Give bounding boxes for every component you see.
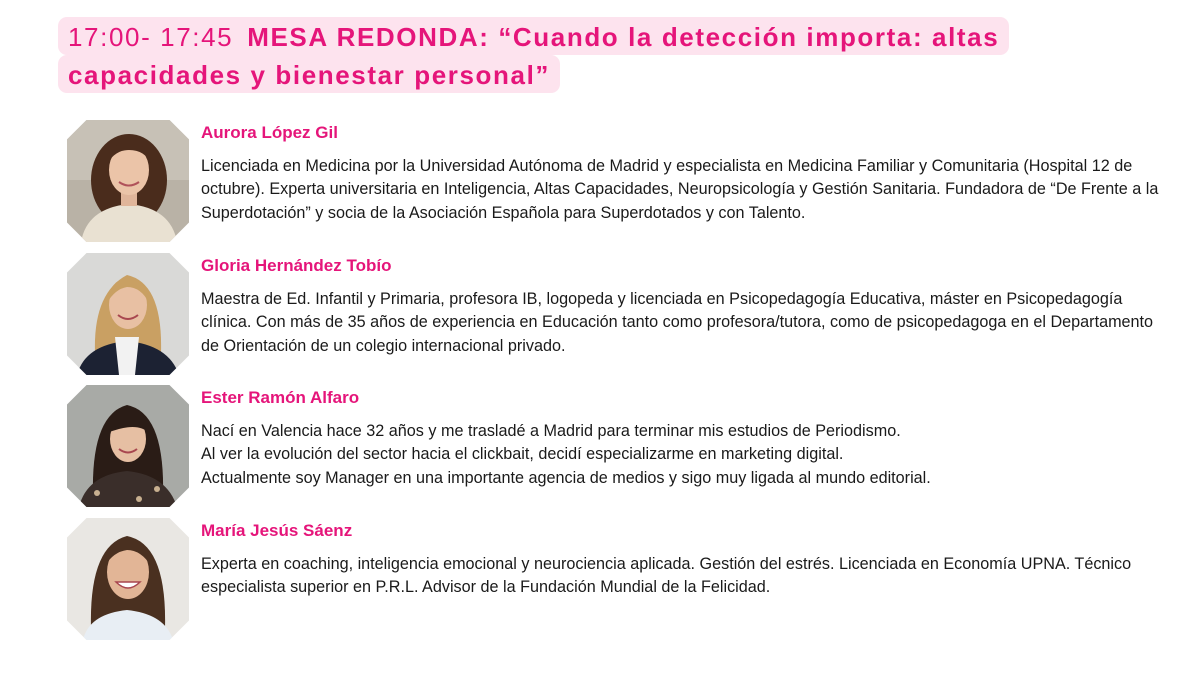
speaker-photo-gloria [67,253,189,375]
speaker-bio: Nací en Valencia hace 32 años y me trasladé a Madrid para terminar mis estudios de Periodismo. Al ver la evolución del sector hacia el clickbait, decidí especializarme en marketing digital. Actualmente soy Manager en una importante agencia de medios y sigo muy ligada al mundo editorial. [201,422,931,487]
session-title-line-2 [58,55,560,93]
speaker-bio: Experta en coaching, inteligencia emocional y neurociencia aplicada. Gestión del estrés. Licenciada en Economía UPNA. Técnico especialista superior en P.R.L. Advisor de la Fundación Mundial de la Felicidad. [201,555,1132,597]
speaker-name: Gloria Hernández Tobío [201,256,392,275]
speaker-name: Aurora López Gil [201,123,338,142]
speaker-photo-maria [67,518,189,640]
speaker-name: Ester Ramón Alfaro [201,388,360,407]
speaker-bio: Maestra de Ed. Infantil y Primaria, profesora IB, logopeda y licenciada en Psicopedagogía Educativa, máster en Psicopedagogía clínica. Con más de 35 años de experiencia en Educación tanto como profesora/tutora, como de psicopedagoga en el Departamento de Orientación de un colegio internacional privado. [201,290,1154,355]
speaker-photo-aurora [67,120,189,242]
session-title-part-1: MESA REDONDA: “Cuando la detección importa: altas [247,22,1000,52]
session-title-line-1 [58,17,1009,55]
speaker-bio: Licenciada en Medicina por la Universidad Autónoma de Madrid y especialista en Medicina Familiar y Comunitaria (Hospital 12 de octubre). Experta universitaria en Inteligencia, Altas Capacidades, Neuropsicología y Gestión Sanitaria. Fundadora de “De Frente a la Superdotación” y socia de la Asociación Española para Superdotados y con Talento. [201,157,1159,222]
session-time: 17:00- 17:45 [68,22,234,52]
speaker-photo-ester [67,385,189,507]
session-title-part-2: capacidades y bienestar personal” [68,60,550,90]
speaker-name: María Jesús Sáenz [201,521,353,540]
